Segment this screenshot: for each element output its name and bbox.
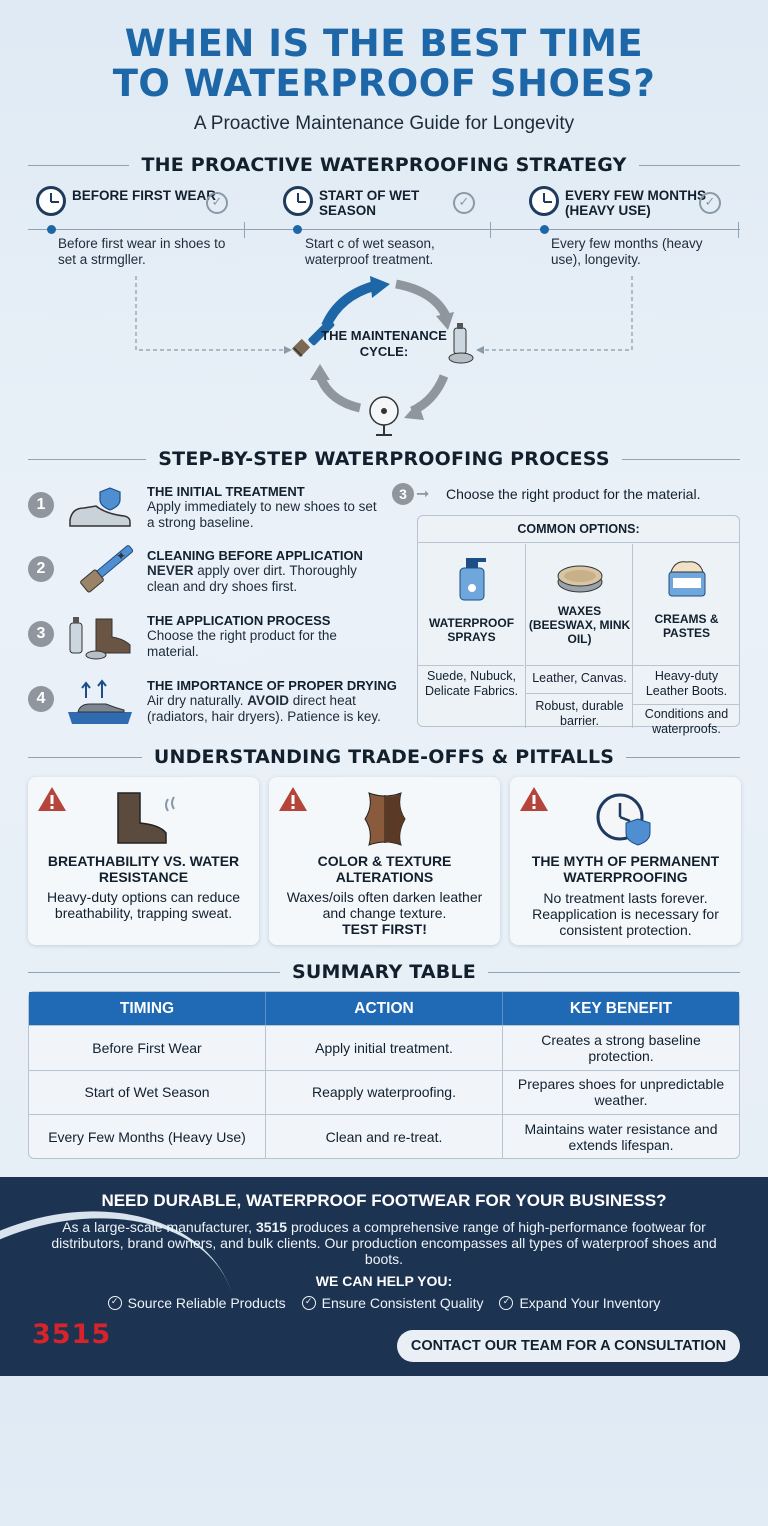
brand-logo[interactable]: 3515 bbox=[32, 1319, 112, 1350]
option-use: Heavy-duty Leather Boots. bbox=[645, 669, 728, 698]
column-header-key-benefit: KEY BENEFIT bbox=[569, 1000, 673, 1017]
pitfall-card-breathability bbox=[28, 777, 259, 945]
option-name: WAXES (BEESWAX, MINK OIL) bbox=[528, 604, 631, 646]
pitfall-title: THE MYTH OF PERMANENT WATERPROOFING bbox=[531, 853, 720, 885]
pitfall-title: BREATHABILITY VS. WATER RESISTANCE bbox=[47, 853, 240, 885]
help-heading: WE CAN HELP YOU: bbox=[315, 1273, 453, 1289]
boot-icon bbox=[108, 789, 180, 849]
option-name: CREAMS & PASTES bbox=[654, 612, 719, 640]
step-4 bbox=[28, 678, 397, 738]
option-use: Suede, Nubuck, Delicate Fabrics. bbox=[424, 669, 519, 698]
step-number: 3 bbox=[28, 621, 54, 647]
footer-title: NEED DURABLE, WATERPROOF FOOTWEAR FOR YOUR BUSINESS? bbox=[101, 1191, 667, 1210]
options-heading: COMMON OPTIONS: bbox=[418, 516, 739, 543]
option-extra: Conditions and waterproofs. bbox=[644, 707, 729, 736]
timeline-tick bbox=[490, 222, 491, 238]
table-row bbox=[29, 1025, 739, 1070]
help-bullet: ✓ Expand Your Inventory bbox=[499, 1295, 660, 1311]
table-row bbox=[29, 1070, 739, 1115]
drying-shoe-icon bbox=[66, 678, 136, 726]
step-number: 3 bbox=[392, 483, 414, 505]
column-header-timing: TIMING bbox=[29, 992, 266, 1025]
pitfall-body: No treatment lasts forever. Reapplication is necessary for consistent protection. bbox=[532, 890, 719, 938]
column-header-action: ACTION bbox=[266, 992, 503, 1025]
checkmark-icon: ✓ bbox=[206, 192, 228, 214]
title-line-1: WHEN IS THE BEST TIME bbox=[124, 22, 644, 65]
arrow-right-icon: ➞ bbox=[416, 484, 430, 503]
checkmark-icon: ✓ bbox=[453, 192, 475, 214]
step-body: Apply immediately to new shoes to set a strong baseline. bbox=[147, 499, 377, 530]
step-3-product-choice bbox=[392, 483, 742, 507]
strategy-heading: THE PROACTIVE WATERPROOFING STRATEGY bbox=[28, 153, 740, 177]
table-cell: Before First Wear bbox=[29, 1026, 266, 1070]
spray-and-boot-icon bbox=[66, 613, 136, 661]
footer-banner bbox=[0, 1177, 768, 1376]
step-3-text: Choose the right product for the material. bbox=[446, 486, 701, 502]
timeline-dot bbox=[540, 225, 549, 234]
cream-jar-icon bbox=[661, 552, 713, 602]
warning-icon bbox=[36, 785, 68, 813]
check-circle-icon: ✓ bbox=[499, 1296, 513, 1310]
spray-bottle-icon bbox=[446, 552, 498, 602]
timeline-label: BEFORE FIRST WEAR bbox=[72, 188, 216, 203]
checkmark-icon: ✓ bbox=[699, 192, 721, 214]
help-bullet: ✓ Source Reliable Products bbox=[108, 1295, 286, 1311]
timeline-desc: Every few months (heavy use), longevity. bbox=[551, 236, 703, 267]
pitfall-body: Waxes/oils often darken leather and change texture. TEST FIRST! bbox=[286, 889, 483, 937]
table-cell: Clean and re-treat. bbox=[266, 1115, 503, 1159]
table-cell: Reapply waterproofing. bbox=[266, 1071, 503, 1115]
step-body: Choose the right product for the material. bbox=[147, 628, 337, 659]
table-cell: Start of Wet Season bbox=[29, 1071, 266, 1115]
step-3 bbox=[28, 613, 388, 673]
table-cell: Every Few Months (Heavy Use) bbox=[29, 1115, 266, 1159]
pitfalls-heading: UNDERSTANDING TRADE-OFFS & PITFALLS bbox=[28, 745, 740, 769]
check-circle-icon: ✓ bbox=[108, 1296, 122, 1310]
footer-body: As a large-scale manufacturer, 3515 produces a comprehensive range of high-performance footwear for distributors, brand owners, and bulk clients. Our production encompasses all types of waterproof shoes and boots. bbox=[51, 1219, 717, 1267]
timeline-tick bbox=[738, 222, 739, 238]
table-row bbox=[29, 1114, 739, 1159]
option-name: WATERPROOF SPRAYS bbox=[428, 616, 515, 644]
timeline-desc: Start c of wet season, waterproof treatment. bbox=[305, 236, 435, 267]
table-cell: Apply initial treatment. bbox=[266, 1026, 503, 1070]
table-header bbox=[29, 992, 739, 1025]
step-title: THE APPLICATION PROCESS bbox=[147, 613, 331, 628]
main-title bbox=[0, 24, 768, 104]
table-cell: Maintains water resistance and extends lifespan. bbox=[524, 1120, 718, 1153]
sneaker-shield-icon bbox=[66, 484, 136, 532]
fan-icon bbox=[370, 397, 398, 435]
step-2 bbox=[28, 548, 388, 608]
help-bullet: ✓ Ensure Consistent Quality bbox=[302, 1295, 484, 1311]
step-title: THE INITIAL TREATMENT bbox=[147, 484, 305, 499]
check-circle-icon: ✓ bbox=[302, 1296, 316, 1310]
leather-swatch-icon bbox=[349, 789, 421, 849]
warning-icon bbox=[518, 785, 550, 813]
website-link[interactable]: jihua3515.com bbox=[22, 1353, 114, 1369]
timeline-line bbox=[28, 229, 740, 230]
wax-tin-icon bbox=[554, 552, 606, 602]
pitfall-card-permanent-myth bbox=[510, 777, 741, 945]
summary-heading: SUMMARY TABLE bbox=[28, 960, 740, 984]
summary-table bbox=[28, 991, 740, 1159]
title-line-2: TO WATERPROOF SHOES? bbox=[112, 62, 656, 105]
common-options-panel bbox=[417, 515, 740, 736]
contact-team-button[interactable]: CONTACT OUR TEAM FOR A CONSULTATION bbox=[397, 1330, 740, 1362]
pitfall-card-color-texture bbox=[269, 777, 500, 945]
clock-icon bbox=[283, 186, 313, 216]
option-waxes bbox=[525, 544, 632, 728]
timeline-desc: Before first wear in shoes to set a strmgller. bbox=[58, 236, 226, 267]
spray-can-icon bbox=[449, 323, 473, 363]
timeline-label: START OF WET SEASON bbox=[319, 188, 420, 218]
option-creams bbox=[632, 544, 739, 736]
table-cell: Creates a strong baseline protection. bbox=[541, 1031, 701, 1064]
step-body: Air dry naturally. AVOID direct heat (radiators, hair dryers). Patience is key. bbox=[147, 693, 381, 724]
table-cell: Prepares shoes for unpredictable weather. bbox=[517, 1076, 725, 1109]
clock-icon bbox=[36, 186, 66, 216]
cleaning-brush-icon bbox=[66, 548, 136, 596]
step-title: CLEANING BEFORE APPLICATION bbox=[147, 548, 363, 563]
cycle-label: THE MAINTENANCE CYCLE: bbox=[321, 328, 447, 359]
pitfall-body: Heavy-duty options can reduce breathability, trapping sweat. bbox=[47, 889, 240, 921]
maintenance-cycle bbox=[134, 276, 634, 441]
pitfall-title: COLOR & TEXTURE ALTERATIONS bbox=[317, 853, 452, 885]
timeline-label: EVERY FEW MONTHS (HEAVY USE) bbox=[565, 188, 707, 218]
process-heading: STEP-BY-STEP WATERPROOFING PROCESS bbox=[28, 447, 740, 471]
step-number: 2 bbox=[28, 556, 54, 582]
step-1 bbox=[28, 484, 388, 544]
timeline-dot bbox=[293, 225, 302, 234]
step-number: 1 bbox=[28, 492, 54, 518]
option-use: Leather, Canvas. bbox=[532, 671, 627, 685]
timeline-dot bbox=[47, 225, 56, 234]
subtitle: A Proactive Maintenance Guide for Longevity bbox=[193, 113, 575, 134]
step-body: NEVER apply over dirt. Thoroughly clean and dry shoes first. bbox=[147, 563, 357, 594]
option-sprays bbox=[418, 544, 525, 728]
warning-icon bbox=[277, 785, 309, 813]
svg-text:✦: ✦ bbox=[116, 549, 127, 563]
option-extra: Robust, durable barrier. bbox=[535, 699, 624, 728]
clock-icon bbox=[529, 186, 559, 216]
timeline-tick bbox=[244, 222, 245, 238]
step-title: THE IMPORTANCE OF PROPER DRYING bbox=[147, 678, 397, 693]
clock-shield-icon bbox=[590, 789, 662, 849]
help-bullets bbox=[0, 1295, 768, 1311]
step-number: 4 bbox=[28, 686, 54, 712]
